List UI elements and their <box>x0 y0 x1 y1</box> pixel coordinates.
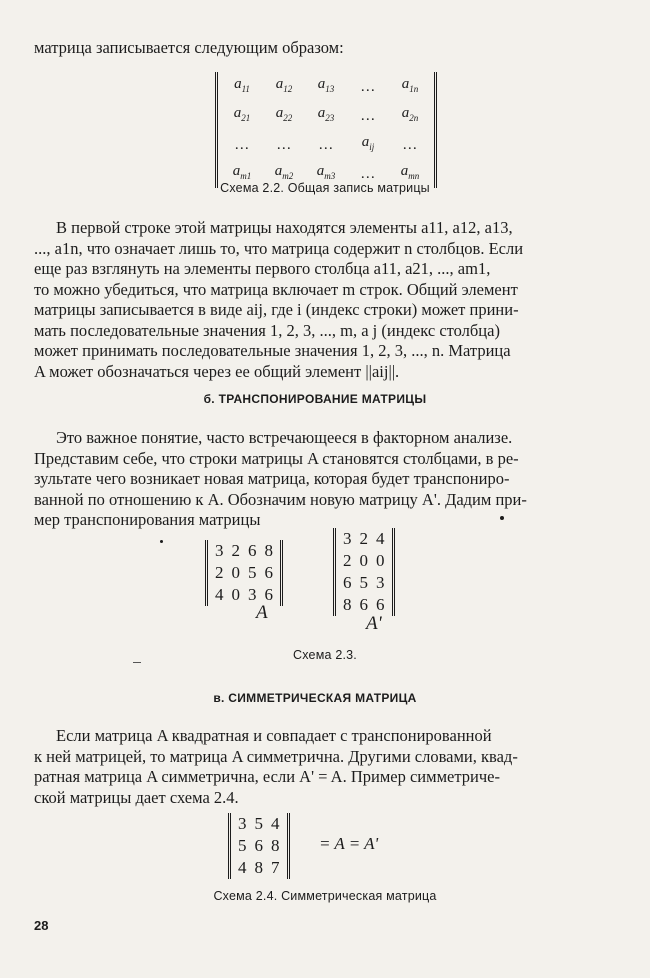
paragraph-transpose <box>34 428 594 531</box>
matrix-cell: … <box>361 78 375 95</box>
matrix-a-label: A <box>256 602 268 623</box>
matrix-cell: 4 <box>376 529 385 548</box>
matrix-a-prime <box>333 528 395 616</box>
matrix-cell: $a_{m2}$ <box>274 163 294 181</box>
matrix-cell: $a_{mn}$ <box>400 163 420 181</box>
matrix-row <box>234 813 284 835</box>
matrix-cell: 8 <box>343 595 352 614</box>
text-line: ванной по отношению к A. Обозначим новую матрицу A'. Дадим при- <box>34 489 527 509</box>
matrix-cell: … <box>319 136 333 153</box>
matrix-cell: $a_{23}$ <box>317 105 335 123</box>
matrix-cell: 3 <box>376 573 385 592</box>
print-speck <box>500 516 504 520</box>
text-line: зультате чего возникает новая матрица, которая будет транспониро- <box>34 469 510 488</box>
matrix-cell: 6 <box>359 595 368 614</box>
matrix-row <box>211 562 277 584</box>
text-line: к ней матрицей, то матрица A симметрична. Другими словами, квад- <box>34 746 518 766</box>
matrix-cell: 4 <box>215 585 224 604</box>
matrix-cell: 2 <box>215 563 224 582</box>
matrix-cell: 3 <box>238 814 247 833</box>
matrix-cell: 3 <box>215 541 224 560</box>
matrix-cell: … <box>235 136 249 153</box>
text-line: ратная матрица A симметрична, если A' = A. Пример симметриче- <box>34 767 500 786</box>
matrix-cell: $a_{22}$ <box>275 105 293 123</box>
matrix-symmetric <box>228 813 290 879</box>
matrix-cell: $a_{13}$ <box>317 76 335 94</box>
matrix-cell: $a_{m3}$ <box>316 163 336 181</box>
text-line: Представим себе, что строки матрицы A становятся столбцами, в ре- <box>34 448 519 468</box>
caption-2-2: Схема 2.2. Общая запись матрицы <box>220 181 430 195</box>
caption-2-3: Схема 2.3. <box>293 648 357 662</box>
text-line: A может обозначаться через ее общий элемент ||aij||. <box>34 361 400 381</box>
matrix-cell: 8 <box>254 858 263 877</box>
matrix-cell: 0 <box>359 551 368 570</box>
matrix-cell: 6 <box>343 573 352 592</box>
matrix-cell: 5 <box>248 563 257 582</box>
matrix-cell: 3 <box>343 529 352 548</box>
matrix-cell: $a_{11}$ <box>234 76 250 94</box>
paragraph-matrix-description <box>34 218 594 382</box>
matrix-cell: … <box>277 136 291 153</box>
matrix-cell: $a_{21}$ <box>233 105 251 123</box>
matrix-row <box>339 528 389 550</box>
matrix-cell: 0 <box>231 563 240 582</box>
matrix-a <box>205 540 283 606</box>
matrix-cell: 0 <box>231 585 240 604</box>
caption-2-4: Схема 2.4. Симметрическая матрица <box>213 889 437 903</box>
symmetry-equation: = A = A' <box>319 834 379 853</box>
matrix-cell: 4 <box>238 858 247 877</box>
matrix-row <box>221 72 431 101</box>
matrix-cell: 8 <box>264 541 273 560</box>
text-line: В первой строке этой матрицы находятся элементы a11, a12, a13, <box>56 218 513 237</box>
text-line: ..., a1n, что означает лишь то, что матрица содержит n столбцов. Если <box>34 238 524 258</box>
print-speck <box>160 540 163 543</box>
matrix-cell: $a_{12}$ <box>275 76 293 94</box>
text-line: матрицы записывается в виде aij, где i (индекс строки) может прини- <box>34 300 519 319</box>
intro-line: матрица записывается следующим образом: <box>34 38 344 57</box>
matrix-cell: 5 <box>238 836 247 855</box>
general-matrix <box>215 72 437 188</box>
page-number: 28 <box>34 918 49 933</box>
section-heading-symmetric: в. СИММЕТРИЧЕСКАЯ МАТРИЦА <box>213 691 417 705</box>
matrix-row <box>221 130 431 159</box>
matrix-cell: $a_{ij}$ <box>361 134 375 152</box>
text-line: ской матрицы дает схема 2.4. <box>34 787 239 807</box>
matrix-cell: 6 <box>254 836 263 855</box>
matrix-cell: 0 <box>376 551 385 570</box>
matrix-cell: 6 <box>376 595 385 614</box>
matrix-cell: … <box>403 136 417 153</box>
matrix-cell: 6 <box>264 585 273 604</box>
matrix-cell: … <box>361 165 375 182</box>
matrix-cell: $a_{1n}$ <box>401 76 419 94</box>
text-line: еще раз взглянуть на элементы первого столбца a11, a21, ..., am1, <box>34 259 491 278</box>
text-line: Это важное понятие, часто встречающееся в факторном анализе. <box>56 428 513 447</box>
matrix-row <box>339 550 389 572</box>
matrix-cell: 7 <box>271 858 280 877</box>
matrix-cell: $a_{2n}$ <box>401 105 419 123</box>
matrix-cell: … <box>361 107 375 124</box>
text-line: то можно убедиться, что матрица включает m строк. Общий элемент <box>34 279 518 299</box>
matrix-cell: 2 <box>231 541 240 560</box>
matrix-row <box>234 857 284 879</box>
text-line: мать последовательные значения 1, 2, 3, ..., m, а j (индекс столбца) <box>34 320 500 340</box>
matrix-row <box>211 540 277 562</box>
matrix-cell: 5 <box>254 814 263 833</box>
matrix-cell: 5 <box>359 573 368 592</box>
matrix-cell: 3 <box>248 585 257 604</box>
text-line: может принимать последовательные значения 1, 2, 3, ..., n. Матрица <box>34 341 511 360</box>
matrix-row <box>221 101 431 130</box>
text-line: Если матрица A квадратная и совпадает с транспонированной <box>56 726 492 745</box>
matrix-cell: $a_{m1}$ <box>232 163 252 181</box>
matrix-cell: 6 <box>248 541 257 560</box>
matrix-row <box>234 835 284 857</box>
matrix-cell: 4 <box>271 814 280 833</box>
matrix-a-prime-label: A' <box>366 613 382 634</box>
matrix-row <box>339 572 389 594</box>
matrix-cell: 2 <box>343 551 352 570</box>
matrix-cell: 8 <box>271 836 280 855</box>
text-line: мер транспонирования матрицы <box>34 510 261 529</box>
section-heading-transpose: б. ТРАНСПОНИРОВАНИЕ МАТРИЦЫ <box>203 392 427 406</box>
matrix-cell: 6 <box>264 563 273 582</box>
matrix-cell: 2 <box>359 529 368 548</box>
print-speck <box>133 662 141 663</box>
paragraph-symmetric <box>34 726 594 808</box>
